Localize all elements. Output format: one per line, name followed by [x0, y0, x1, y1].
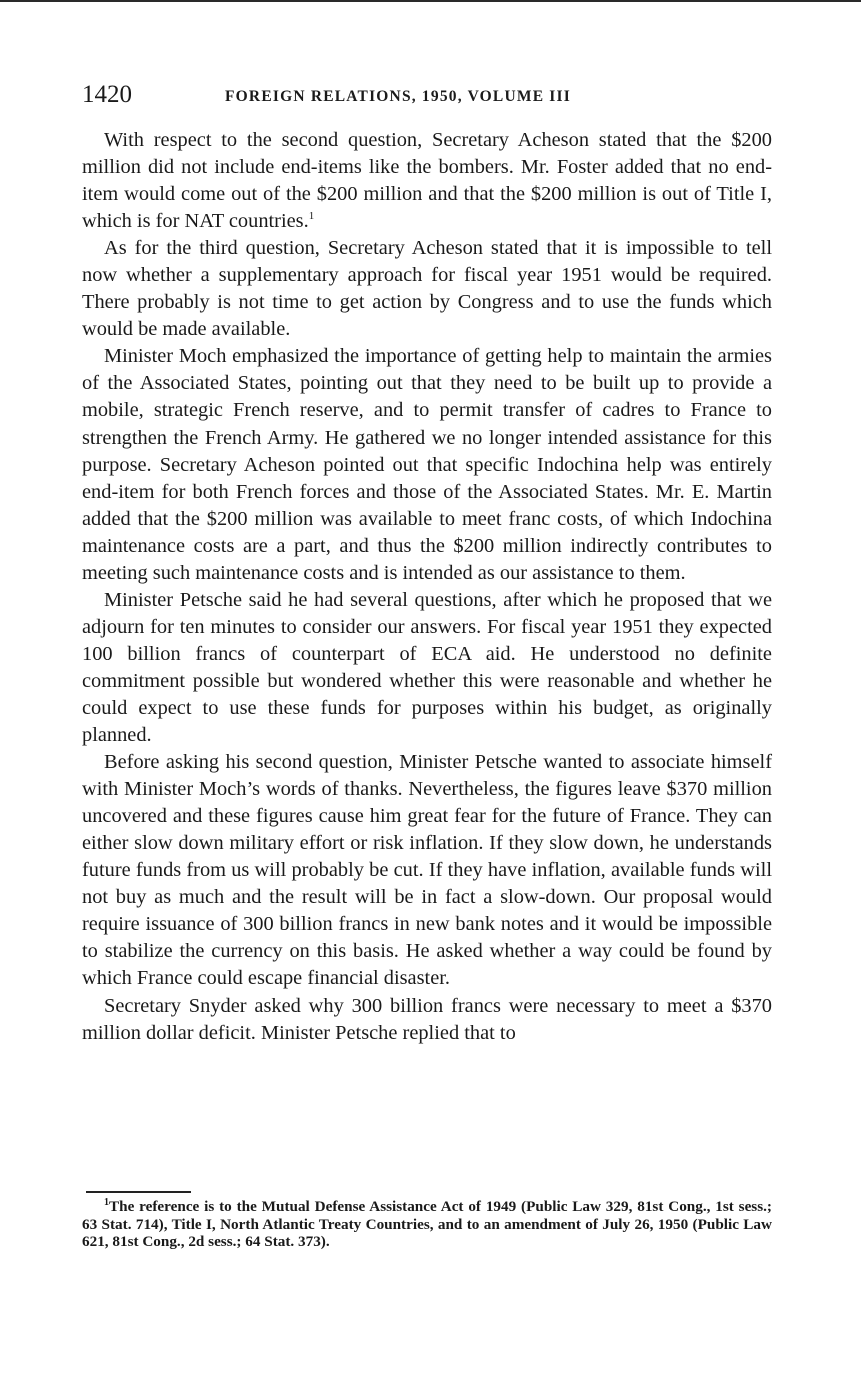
body-text: [82, 127, 772, 1047]
paragraph-text: Secretary Snyder asked why 300 billion francs were necessary to meet a $370 million dollar deficit. Minister Petsche replied that to: [82, 994, 772, 1044]
paragraph: [82, 127, 772, 235]
paragraph: [82, 343, 772, 586]
paragraph-text: Minister Petsche said he had several questions, after which he proposed that we adjourn for ten minutes to consider our answers. For fiscal year 1951 they expected 100 billion francs of counterpart of ECA aid. He understood no definite commitment possible but wondered whether this were reasonable and whether he could expect to use these funds for purposes within his budget, as originally planned.: [82, 588, 772, 747]
top-rule: [0, 0, 861, 2]
footnote: [82, 1198, 772, 1251]
page-header: [82, 80, 772, 112]
paragraph: [82, 235, 772, 343]
footnote-reference: 1: [308, 210, 315, 223]
footnote-marker: 1: [104, 1196, 109, 1208]
footnotes: [82, 1198, 772, 1251]
paragraph-text: As for the third question, Secretary Acheson stated that it is impossible to tell now whether a supplementary approach for fiscal year 1951 would be required. There probably is not time to get action by Congress and to use the funds which would be made available.: [82, 237, 772, 341]
page-number: 1420: [82, 81, 132, 108]
footnote-text: The reference is to the Mutual Defense Assistance Act of 1949 (Public Law 329, 81st Cong., 1st sess.; 63 Stat. 714), Title I, North Atlantic Treaty Countries, and to an amendment of July 26, 1950 (Public Law 621, 81st Cong., 2d sess.; 64 Stat. 373).: [82, 1198, 772, 1251]
paragraph-text: With respect to the second question, Secretary Acheson stated that the $200 million did not include end-items like the bombers. Mr. Foster added that no end-item would come out of the $200 million and that the $200 million is out of Title I, which is for NAT countries.: [82, 129, 772, 233]
paragraph: [82, 749, 772, 992]
paragraph: [82, 587, 772, 749]
footnote-rule: [86, 1191, 191, 1193]
paragraph-text: Before asking his second question, Minister Petsche wanted to associate himself with Minister Moch’s words of thanks. Nevertheless, the figures leave $370 million uncovered and these figures cause him great fear for the future of France. They can either slow down military effort or risk inflation. If they slow down, he understands future funds from us will probably be cut. If they have inflation, available funds will not buy as much and the result will be in fact a slow-down. Our proposal would require issuance of 300 billion francs in new bank notes and it would be impossible to stabilize the currency on this basis. He asked whether a way could be found by which France could escape financial disaster.: [82, 751, 772, 990]
running-head: FOREIGN RELATIONS, 1950, VOLUME III: [225, 88, 571, 105]
paragraph: [82, 993, 772, 1047]
paragraph-text: Minister Moch emphasized the importance of getting help to maintain the armies of the Associated States, pointing out that they need to be built up to provide a mobile, strategic French reserve, and to permit transfer of cadres to France to strengthen the French Army. He gathered we no longer intended assistance for this purpose. Secretary Acheson pointed out that specific Indochina help was entirely end-item for both French forces and those of the Associated States. Mr. E. Martin added that the $200 million was available to meet franc costs, of which Indochina maintenance costs are a part, and thus the $200 million indirectly contributes to meeting such maintenance costs and is intended as our assistance to them.: [82, 345, 772, 584]
